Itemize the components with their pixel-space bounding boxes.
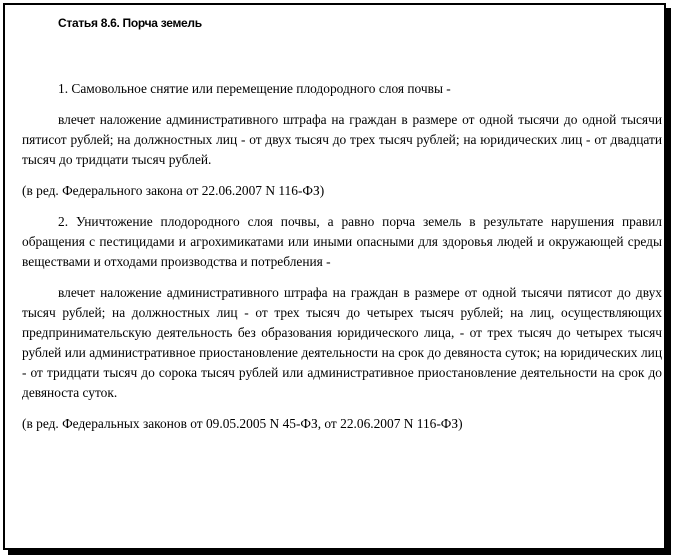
paragraph-3: 2. Уничтожение плодородного слоя почвы, а равно порча земель в результате нарушения правил обращения с пестицидами и агрохимикатами или иными опасными для здоровья людей и окружающей среды веществами и отходами производства и потребления - bbox=[22, 214, 662, 269]
document-content bbox=[22, 13, 662, 434]
paragraph-1: 1. Самовольное снятие или перемещение плодородного слоя почвы - bbox=[58, 81, 451, 96]
document-frame bbox=[3, 3, 666, 550]
amendment-note-2: (в ред. Федеральных законов от 09.05.2005 N 45-ФЗ, от 22.06.2007 N 116-ФЗ) bbox=[22, 416, 463, 431]
amendment-note-1: (в ред. Федерального закона от 22.06.2007 N 116-ФЗ) bbox=[22, 183, 325, 198]
paragraph-4: влечет наложение административного штрафа на граждан в размере от одной тысячи пятисот до двух тысяч рублей; на должностных лиц - от трех тысяч до четырех тысяч рублей; на лиц, осуществляющих предпринимательскую деятельность без образования юридического лица, - от трех тысяч до четырех тысяч рублей или административное приостановление деятельности на срок до девяноста суток; на юридических лиц - от тридцати тысяч до сорока тысяч рублей или административное приостановление деятельности на срок до девяноста суток. bbox=[22, 285, 662, 400]
paragraph-2: влечет наложение административного штрафа на граждан в размере от одной тысячи до одной тысячи пятисот рублей; на должностных лиц - от двух тысяч до трех тысяч рублей; на юридических лиц - от двадцати тысяч до тридцати тысяч рублей. bbox=[22, 112, 662, 167]
article-title: Статья 8.6. Порча земель bbox=[58, 16, 202, 30]
